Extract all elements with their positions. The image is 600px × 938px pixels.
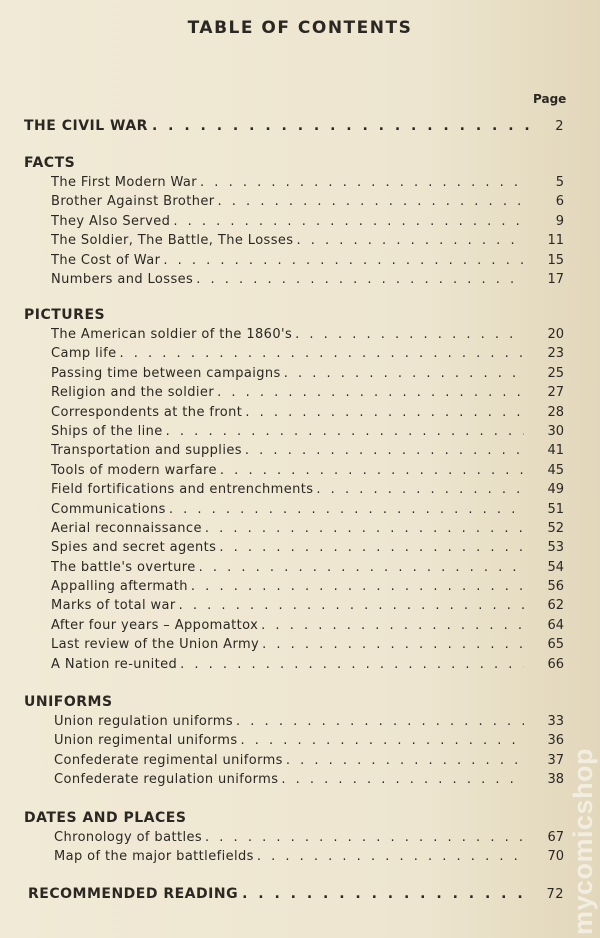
dot-leader — [217, 385, 524, 400]
toc-entry-label: Correspondents at the front — [51, 404, 243, 420]
toc-entry-label: Camp life — [51, 346, 117, 362]
toc-entry-page: 45 — [547, 462, 564, 478]
toc-entry — [54, 849, 564, 868]
toc-entry-label: The battle's overture — [51, 559, 196, 575]
dot-leader — [166, 424, 524, 439]
toc-entry-label: Communications — [51, 501, 166, 517]
dot-leader — [236, 714, 524, 729]
page-column-label: Page — [533, 92, 567, 106]
toc-entry — [51, 366, 564, 385]
dates-places-list — [54, 830, 564, 869]
dot-leader — [262, 637, 524, 652]
section-dates-places — [24, 810, 564, 869]
toc-entry-page: 6 — [555, 194, 564, 210]
toc-entry-page: 41 — [547, 443, 564, 459]
dot-leader — [257, 849, 524, 864]
toc-entry-label: Union regimental uniforms — [54, 733, 238, 749]
dot-leader — [169, 502, 524, 517]
dot-leader — [316, 482, 524, 497]
dot-leader — [180, 657, 524, 672]
section-heading-label: THE CIVIL WAR — [24, 118, 148, 134]
toc-entry-page: 64 — [547, 617, 564, 633]
pictures-list — [51, 327, 564, 676]
dot-leader — [242, 886, 534, 902]
toc-entry-page: 11 — [547, 233, 564, 249]
toc-entry — [51, 443, 564, 462]
dot-leader — [191, 579, 524, 594]
toc-entry-page: 25 — [547, 365, 564, 381]
toc-entry-label: Chronology of battles — [54, 830, 203, 845]
toc-entry-label: After four years – Appomattox — [51, 617, 259, 633]
toc-entry-page: 17 — [547, 271, 564, 287]
dot-leader — [179, 598, 524, 613]
section-uniforms — [24, 694, 564, 792]
toc-entry-label: Aerial reconnaissance — [51, 520, 202, 536]
toc-entry-page: 52 — [547, 520, 564, 536]
toc-entry — [51, 482, 564, 501]
watermark-text: mycomicshop — [568, 747, 598, 935]
toc-entry-page: 51 — [547, 501, 564, 517]
toc-entry — [51, 540, 564, 559]
page-title: TABLE OF CONTENTS — [187, 18, 413, 38]
toc-entry-page: 49 — [547, 482, 564, 498]
dot-leader — [284, 366, 524, 381]
toc-entry-page: 65 — [547, 637, 564, 653]
toc-entry-page: 30 — [547, 423, 564, 439]
dot-leader — [152, 118, 534, 134]
toc-entry — [54, 772, 564, 791]
toc-entry-page: 54 — [547, 559, 564, 575]
dot-leader — [245, 443, 524, 458]
toc-entry-page: 33 — [547, 714, 564, 729]
section-heading-dates-places: DATES AND PLACES — [24, 810, 187, 826]
dot-leader — [245, 405, 524, 420]
dot-leader — [205, 521, 524, 536]
toc-entry-label: A Nation re-united — [51, 656, 178, 672]
section-heading-civil-war — [24, 118, 564, 138]
toc-entry-page: 27 — [547, 385, 564, 401]
toc-entry-label: Last review of the Union Army — [51, 637, 260, 653]
toc-entry-label: The American soldier of the 1860's — [51, 327, 293, 342]
toc-entry — [51, 346, 564, 365]
dot-leader — [196, 272, 524, 287]
dot-leader — [286, 753, 524, 768]
dot-leader — [296, 233, 524, 248]
toc-entry-page: 66 — [547, 656, 564, 672]
toc-entry-label: The Cost of War — [51, 252, 161, 268]
toc-entry-label: Spies and secret agents — [51, 540, 217, 556]
toc-entry-page: 38 — [547, 772, 564, 788]
toc-entry-label: Map of the major battlefields — [54, 849, 254, 865]
toc-entry-page: 53 — [547, 540, 564, 556]
toc-entry — [51, 560, 564, 579]
toc-entry — [51, 521, 564, 540]
section-facts — [24, 155, 564, 291]
toc-entry — [54, 753, 564, 772]
toc-entry — [51, 424, 564, 443]
toc-entry-label: Religion and the soldier — [51, 385, 215, 401]
page-number: 72 — [546, 887, 564, 902]
toc-entry-label: Numbers and Losses — [51, 271, 194, 287]
toc-entry-page: 67 — [547, 830, 564, 845]
toc-entry — [51, 637, 564, 656]
dot-leader — [200, 175, 524, 190]
toc-entry-label: Field fortifications and entrenchments — [51, 482, 314, 498]
dot-leader — [218, 194, 524, 209]
toc-entry-page: 28 — [547, 404, 564, 420]
toc-entry-label: They Also Served — [51, 213, 171, 229]
dot-leader — [219, 540, 524, 555]
toc-entry — [51, 194, 564, 213]
toc-entry — [54, 830, 564, 849]
toc-entry-page: 70 — [547, 849, 564, 865]
toc-entry-page: 62 — [547, 598, 564, 614]
dot-leader — [163, 253, 524, 268]
toc-entry-label: Ships of the line — [51, 423, 163, 439]
toc-entry-label: Appalling aftermath — [51, 579, 188, 595]
toc-entry — [54, 714, 564, 733]
dot-leader — [173, 214, 524, 229]
toc-entry-label: The First Modern War — [51, 175, 198, 190]
section-heading-recommended-reading — [28, 886, 564, 906]
dot-leader — [205, 830, 524, 845]
toc-entry — [51, 327, 564, 346]
toc-entry — [51, 657, 564, 676]
toc-entry — [51, 233, 564, 252]
toc-entry — [51, 385, 564, 404]
toc-entry — [51, 502, 564, 521]
dot-leader — [241, 733, 525, 748]
toc-entry-page: 5 — [555, 175, 564, 190]
toc-entry — [51, 463, 564, 482]
toc-entry — [51, 272, 564, 291]
toc-entry-label: Marks of total war — [51, 598, 176, 614]
toc-entry-label: Confederate regulation uniforms — [54, 772, 279, 788]
toc-entry-page: 37 — [547, 752, 564, 768]
page-number: 2 — [555, 119, 564, 134]
toc-entry-label: Union regulation uniforms — [54, 714, 234, 729]
toc-entry — [51, 405, 564, 424]
dot-leader — [199, 560, 524, 575]
toc-entry-label: Passing time between campaigns — [51, 365, 281, 381]
dot-leader — [261, 618, 524, 633]
toc-entry — [51, 618, 564, 637]
toc-entry — [51, 175, 564, 194]
toc-entry-page: 20 — [547, 327, 564, 342]
dot-leader — [220, 463, 524, 478]
section-heading-facts: FACTS — [24, 155, 76, 171]
toc-entry-page: 9 — [555, 213, 564, 229]
toc-entry-label: Confederate regimental uniforms — [54, 752, 283, 768]
toc-entry-page: 23 — [547, 346, 564, 362]
toc-entry-page: 56 — [547, 579, 564, 595]
toc-entry-label: Brother Against Brother — [51, 194, 215, 210]
toc-entry-label: Transportation and supplies — [51, 443, 242, 459]
uniforms-list — [54, 714, 564, 792]
section-heading-label: RECOMMENDED READING — [28, 886, 239, 902]
toc-entry-label: The Soldier, The Battle, The Losses — [51, 233, 294, 249]
toc-entry-page: 15 — [547, 252, 564, 268]
toc-entry — [51, 579, 564, 598]
toc-entry — [51, 253, 564, 272]
toc-entry — [51, 598, 564, 617]
section-heading-pictures: PICTURES — [24, 307, 106, 323]
dot-leader — [281, 772, 524, 787]
toc-entry-page: 36 — [547, 733, 564, 749]
dot-leader — [295, 327, 524, 342]
toc-entry-label: Tools of modern warfare — [51, 462, 217, 478]
section-heading-uniforms: UNIFORMS — [24, 694, 113, 710]
section-pictures — [24, 307, 564, 676]
toc-entry — [54, 733, 564, 752]
facts-list — [51, 175, 564, 291]
toc-entry — [51, 214, 564, 233]
section-civil-war — [24, 118, 564, 138]
dot-leader — [120, 346, 525, 361]
section-recommended-reading — [28, 886, 564, 906]
